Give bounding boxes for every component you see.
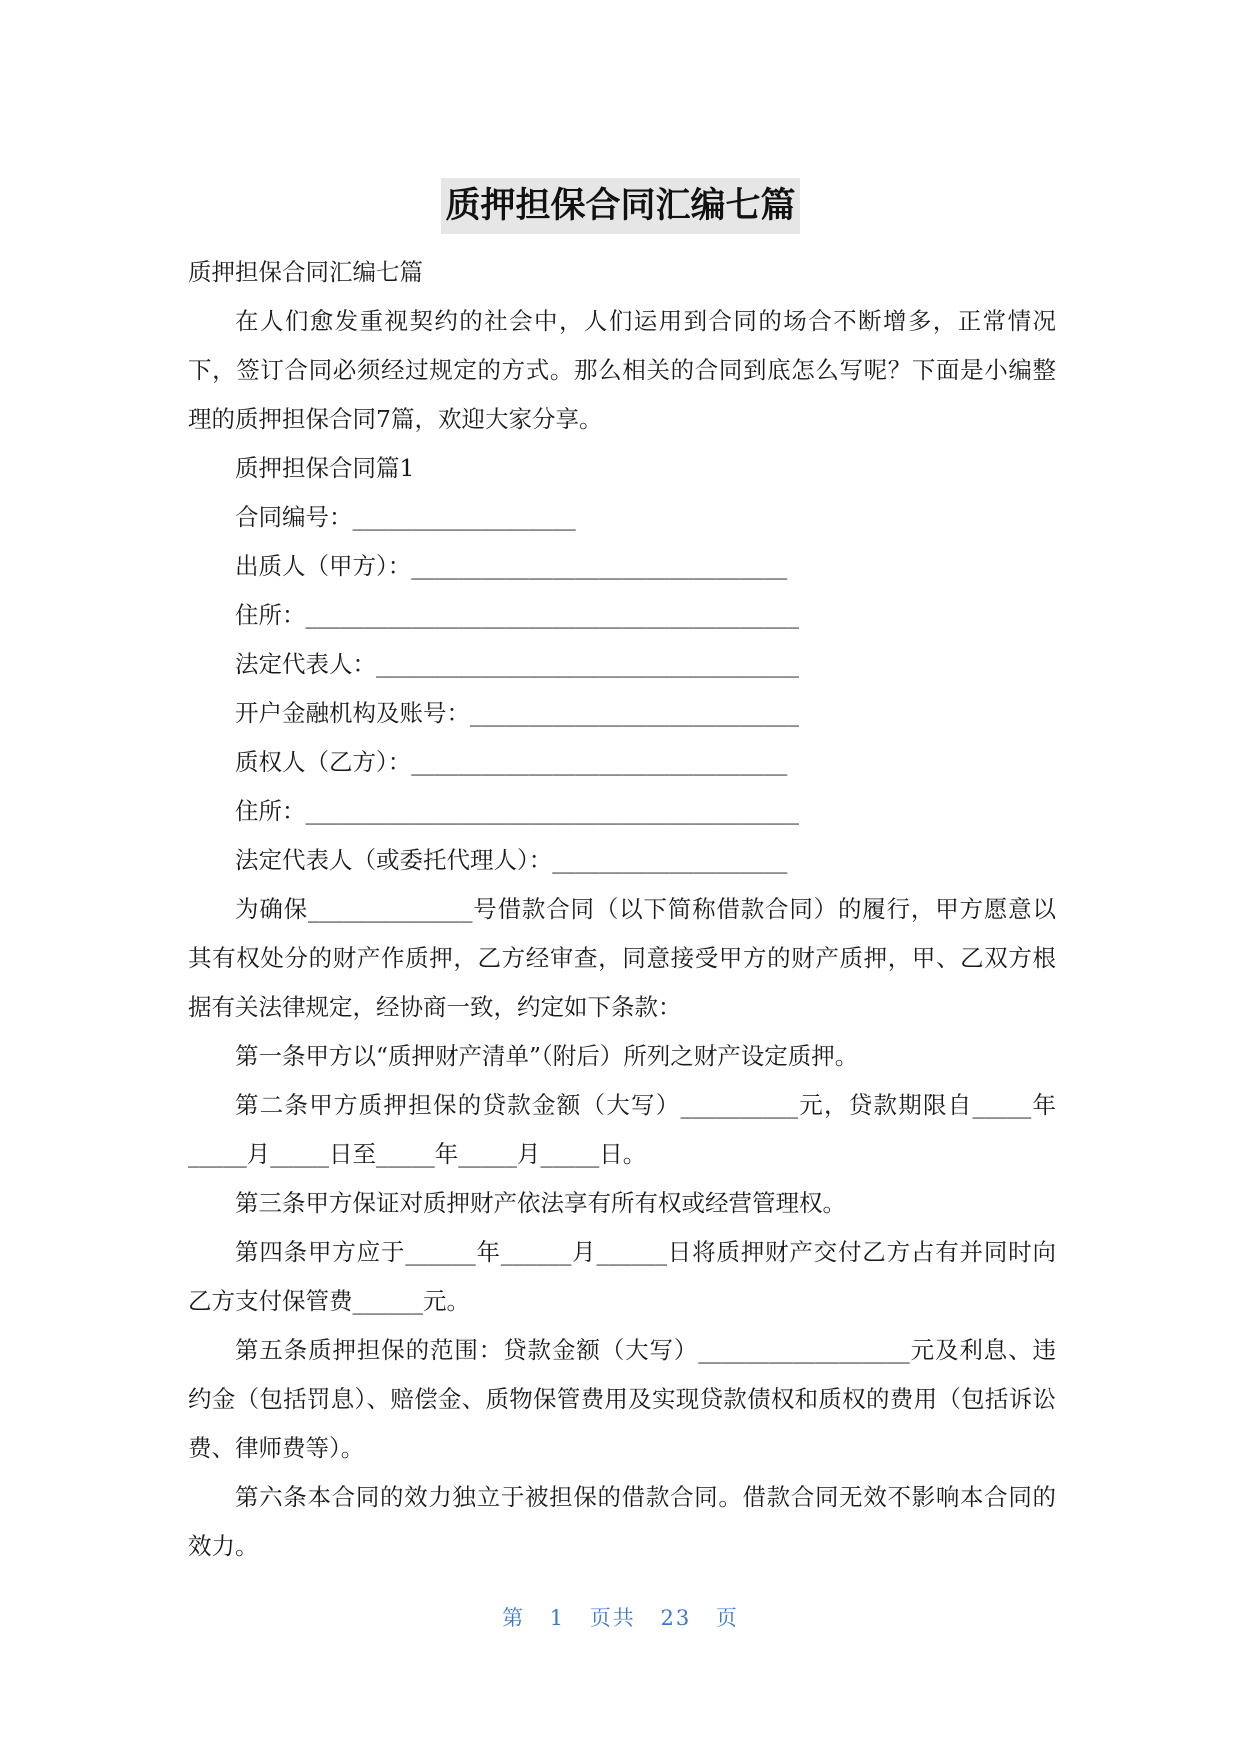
- document-title: 质押担保合同汇编七篇: [441, 178, 799, 234]
- field-bank-account: 开户金融机构及账号：____________________________: [235, 699, 799, 727]
- field-pledgee-address: 住所：__________________________________________: [235, 797, 799, 825]
- intro-paragraph: 在人们愈发重视契约的社会中，人们运用到合同的场合不断增多，正常情况下，签订合同必须经过规定的方式。那么相关的合同到底怎么写呢？下面是小编整理的质押担保合同7篇，欢迎大家分享。: [188, 307, 1056, 433]
- section-title: 质押担保合同篇1: [235, 454, 415, 482]
- paragraph-article-6: 第六条本合同的效力独立于被担保的借款合同。借款合同无效不影响本合同的效力。: [188, 1483, 1056, 1560]
- document-body: [188, 248, 1056, 1571]
- footer-middle: 页共: [589, 1606, 636, 1630]
- field-pledgor-legal-rep: 法定代表人：____________________________________: [235, 650, 799, 678]
- footer-suffix: 页: [715, 1606, 739, 1630]
- paragraph-article-5: 第五条质押担保的范围：贷款金额（大写）__________________元及利息、违约金（包括罚息）、赔偿金、质物保管费用及实现贷款债权和质权的费用（包括诉讼费、律师费等）。: [188, 1336, 1056, 1462]
- field-pledgee: 质权人（乙方）：________________________________: [235, 748, 788, 776]
- title-wrapper: [0, 178, 1241, 234]
- footer-prefix: 第: [502, 1606, 526, 1630]
- paragraph-article-2: 第二条甲方质押担保的贷款金额（大写）__________元，贷款期限自_____年_____月_____日至_____年_____月_____日。: [188, 1091, 1056, 1168]
- paragraph-article-1: 第一条甲方以“质押财产清单”（附后）所列之财产设定质押。: [235, 1042, 859, 1070]
- page-footer: [0, 1602, 1241, 1632]
- paragraph-article-4: 第四条甲方应于______年______月______日将质押财产交付乙方占有并同时向乙方支付保管费______元。: [188, 1238, 1056, 1315]
- document-subtitle: 质押担保合同汇编七篇: [188, 258, 423, 286]
- field-contract-number: 合同编号：___________________: [235, 503, 576, 531]
- footer-page-number: 1: [549, 1606, 566, 1630]
- paragraph-article-3: 第三条甲方保证对质押财产依法享有所有权或经营管理权。: [235, 1189, 846, 1217]
- field-pledgee-legal-rep: 法定代表人（或委托代理人）：____________________: [235, 846, 788, 874]
- footer-total-pages: 23: [660, 1606, 692, 1630]
- paragraph-preamble: 为确保______________号借款合同（以下简称借款合同）的履行，甲方愿意以其有权处分的财产作质押，乙方经审查，同意接受甲方的财产质押，甲、乙双方根据有关法律规定，经协商一致，约定如下条款：: [188, 895, 1056, 1021]
- field-pledgor-address: 住所：__________________________________________: [235, 601, 799, 629]
- field-pledgor: 出质人（甲方）：________________________________: [235, 552, 788, 580]
